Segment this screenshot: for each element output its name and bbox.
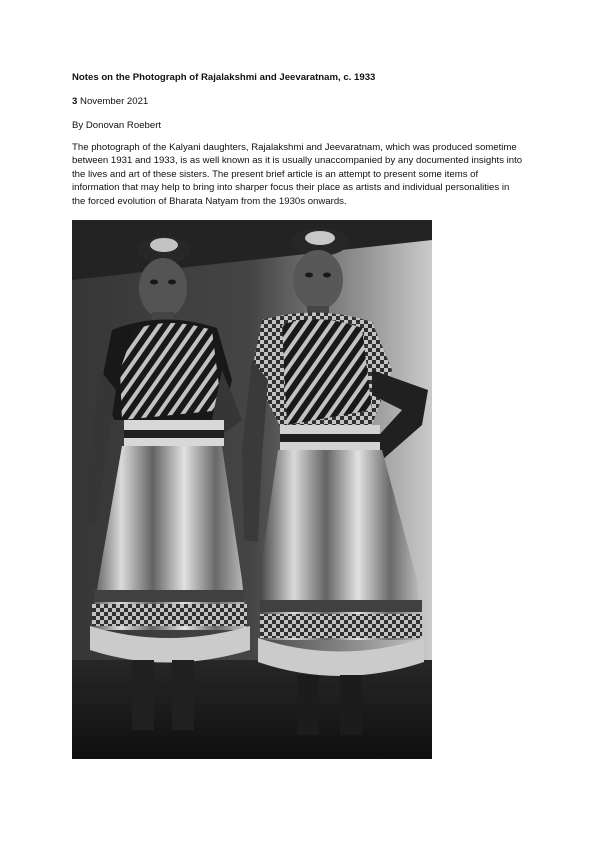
- date-day: 3: [72, 96, 78, 107]
- dancers-photograph: [72, 220, 432, 759]
- article-paragraph: The photograph of the Kalyani daughters, Rajalakshmi and Jeevaratnam, which was produced sometime between 1931 and 1933, is as well known as it is usually unaccompanied by any documented insights into the lives and art of these sisters. The present brief article is an attempt to present some items of information that may help to bring into sharper focus their place as artists and individual personalities in the forced evolution of Bharata Natyam from the 1930s onwards.: [72, 142, 523, 207]
- article-date: [72, 96, 148, 107]
- article-byline: By Donovan Roebert: [72, 120, 162, 131]
- date-month-year: November 2021: [77, 96, 149, 107]
- article-title: Notes on the Photograph of Rajalakshmi and Jeevaratnam, c. 1933: [72, 72, 376, 83]
